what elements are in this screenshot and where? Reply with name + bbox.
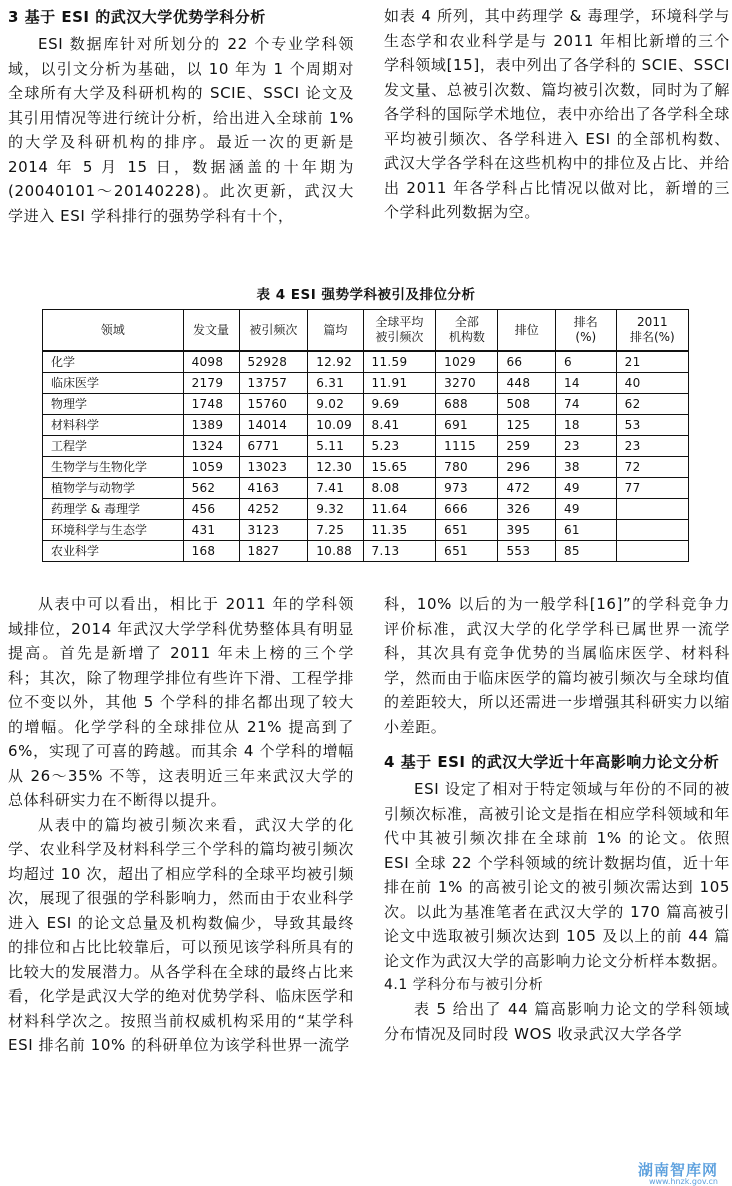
table-cell: 14014 [239,415,308,436]
section-4-heading: 4 基于 ESI 的武汉大学近十年高影响力论文分析 [384,753,720,771]
table-cell-domain: 农业科学 [43,541,184,562]
table-cell: 4252 [239,499,308,520]
table-cell: 13757 [239,373,308,394]
table-cell: 5.11 [308,436,363,457]
table-cell: 77 [616,478,688,499]
table-cell: 11.91 [363,373,436,394]
table-cell: 9.32 [308,499,363,520]
table-cell: 4163 [239,478,308,499]
table-cell: 12.30 [308,457,363,478]
section-3-column [8,4,354,228]
table-header-cell: 全球平均 被引频次 [363,310,436,352]
table-cell: 1115 [436,436,498,457]
table-cell: 7.41 [308,478,363,499]
table-cell [616,541,688,562]
table-cell: 3270 [436,373,498,394]
table-cell: 62 [616,394,688,415]
table-cell: 448 [498,373,555,394]
table-cell-domain: 药理学 & 毒理学 [43,499,184,520]
table-cell: 1748 [183,394,239,415]
table-cell: 1059 [183,457,239,478]
table-cell-domain: 环境科学与生态学 [43,520,184,541]
table-header-cell: 领域 [43,310,184,352]
table-cell: 10.88 [308,541,363,562]
discussion-paragraph-1: 从表中可以看出，相比于 2011 年的学科领域排位，2014 年武汉大学学科优势整体具有明显提高。首先是新增了 2011 年未上榜的三个学科；其次，除了物理学排位有些许下滑、工程学排位不变以外，其他 5 个学科的排名都出现了较大的增幅。化学学科的全球排位从 21% 提高到了 6%，实现了可喜的跨越。而其余 4 个学科的增幅从 26～35% 不等，这表明近三年来武汉大学的总体科研实力在不断得以提升。 [8,595,354,809]
table-cell: 72 [616,457,688,478]
table-row [43,478,689,499]
site-watermark-url: www.hnzk.gov.cn [648,1177,718,1186]
table-cell-domain: 临床医学 [43,373,184,394]
table-cell: 973 [436,478,498,499]
table-cell: 688 [436,394,498,415]
table-cell: 9.02 [308,394,363,415]
table-cell: 553 [498,541,555,562]
table-cell: 53 [616,415,688,436]
table-cell [616,520,688,541]
table-4-caption: 表 4 ESI 强势学科被引及排位分析 [256,287,476,303]
table-cell: 2179 [183,373,239,394]
table-cell: 66 [498,351,555,373]
table-cell: 85 [555,541,616,562]
table-cell: 61 [555,520,616,541]
table-cell: 1389 [183,415,239,436]
table-cell: 52928 [239,351,308,373]
table-cell [616,499,688,520]
section-3-continued-column [384,4,730,225]
section-3-paragraph-2: 如表 4 所列，其中药理学 & 毒理学，环境科学与生态学和农业科学是与 2011 年相比新增的三个学科领域[15]，表中列出了各学科的 SCIE、SSCI 发文量、总被引次数、篇均被引次数，同时为了解各学科的国际学术地位，表中亦给出了各学科全球平均被引频次、各学科进入 ESI 的全部机构数、武汉大学各学科在这些机构中的排位及占比、并给出 2011 年各学科占比情况以做对比，新增的三个学科此列数据为空。 [384,7,730,221]
esi-table [42,309,689,562]
section-4-column [384,592,730,1046]
table-header-cell: 排位 [498,310,555,352]
table-cell: 3123 [239,520,308,541]
table-cell: 6771 [239,436,308,457]
section-4-paragraph-2: 表 5 给出了 44 篇高影响力论文的学科领域分布情况及同时段 WOS 收录武汉大学各学 [384,1000,730,1043]
section-3-paragraph-1: ESI 数据库针对所划分的 22 个专业学科领域，以引文分析为基础，以 10 年为 1 个周期对全球所有大学及科研机构的 SCIE、SSCI 论文及其引用情况等进行统计分析，给出进入全球前 1% 的大学及科研机构的排序。最近一次的更新是 2014 年 5 月 15 日，数据涵盖的十年期为(20040101～20140228)。此次更新，武汉大学进入 ESI 学科排行的强势学科有十个， [8,35,354,225]
table-cell-domain: 生物学与生物化学 [43,457,184,478]
table-row [43,520,689,541]
section-4-1-heading: 4.1 学科分布与被引分析 [384,977,544,993]
table-cell: 7.13 [363,541,436,562]
table-row [43,541,689,562]
table-cell: 651 [436,541,498,562]
table-cell-domain: 物理学 [43,394,184,415]
site-watermark: 湖南智库网 [637,1161,718,1179]
table-cell: 23 [616,436,688,457]
table-cell: 326 [498,499,555,520]
table-cell-domain: 工程学 [43,436,184,457]
table-header-cell: 篇均 [308,310,363,352]
table-cell: 259 [498,436,555,457]
table-cell-domain: 化学 [43,351,184,373]
table-cell: 125 [498,415,555,436]
table-cell: 15760 [239,394,308,415]
table-cell: 11.64 [363,499,436,520]
table-header-cell: 全部 机构数 [436,310,498,352]
section-3-heading: 3 基于 ESI 的武汉大学优势学科分析 [8,8,266,26]
table-row [43,394,689,415]
discussion-paragraph-2: 从表中的篇均被引频次来看，武汉大学的化学、农业科学及材料科学三个学科的篇均被引频次均超过 10 次，超出了相应学科的全球平均被引频次，展现了很强的学科影响力，然而由于农业科学进入 ESI 的论文总量及机构数偏少，导致其最终的排位和占比比较靠后，可以预见该学科所具有的比较大的发展潜力。从各学科在全球的最终占比来看，化学是武汉大学的绝对优势学科、临床医学和材料科学次之。按照当前权威机构采用的“某学科 ESI 排名前 10% 的科研单位为该学科世界一流学 [8,815,354,1054]
table-cell: 9.69 [363,394,436,415]
table-cell: 168 [183,541,239,562]
table-cell: 1324 [183,436,239,457]
table-cell: 651 [436,520,498,541]
table-cell: 780 [436,457,498,478]
table-header-cell: 排名 (%) [555,310,616,352]
table-cell: 472 [498,478,555,499]
table-body [43,351,689,562]
table-4 [42,309,689,562]
discussion-column [8,592,354,1058]
table-cell: 13023 [239,457,308,478]
table-cell: 4098 [183,351,239,373]
table-cell-domain: 材料科学 [43,415,184,436]
table-cell: 23 [555,436,616,457]
table-cell: 508 [498,394,555,415]
discussion-paragraph-3: 科，10% 以后的为一般学科[16]”的学科竞争力评价标准，武汉大学的化学学科已属世界一流学科，其次具有竞争优势的当属临床医学、材料科学，然而由于临床医学的篇均被引频次与全球均值的差距较大，所以还需进一步增强其科研实力以缩小差距。 [384,595,730,736]
table-row [43,415,689,436]
table-cell: 395 [498,520,555,541]
table-cell: 15.65 [363,457,436,478]
table-header-cell: 发文量 [183,310,239,352]
table-row [43,436,689,457]
table-cell: 21 [616,351,688,373]
table-cell-domain: 植物学与动物学 [43,478,184,499]
table-cell: 49 [555,499,616,520]
table-header-cell: 被引频次 [239,310,308,352]
table-cell: 11.59 [363,351,436,373]
table-row [43,351,689,373]
table-cell: 6.31 [308,373,363,394]
table-cell: 10.09 [308,415,363,436]
table-cell: 1827 [239,541,308,562]
table-cell: 456 [183,499,239,520]
table-cell: 5.23 [363,436,436,457]
table-cell: 562 [183,478,239,499]
table-cell: 18 [555,415,616,436]
table-cell: 7.25 [308,520,363,541]
table-cell: 666 [436,499,498,520]
table-cell: 6 [555,351,616,373]
table-header-cell: 2011 排名(%) [616,310,688,352]
table-cell: 74 [555,394,616,415]
table-cell: 38 [555,457,616,478]
table-cell: 40 [616,373,688,394]
table-cell: 296 [498,457,555,478]
table-cell: 691 [436,415,498,436]
table-cell: 1029 [436,351,498,373]
table-row [43,499,689,520]
table-cell: 431 [183,520,239,541]
table-header-row [43,310,689,352]
table-cell: 49 [555,478,616,499]
table-row [43,373,689,394]
table-cell: 8.08 [363,478,436,499]
table-cell: 11.35 [363,520,436,541]
section-4-paragraph-1: ESI 设定了相对于特定领域与年份的不同的被引频次标准，高被引论文是指在相应学科领域和年代中其被引频次排在全球前 1% 的论文。依照 ESI 全球 22 个学科领域的统计数据均值，近十年排在前 1% 的高被引论文的被引频次需达到 105 次。以此为基准笔者在武汉大学的 170 篇高被引论文中选取被引频次达到 105 及以上的前 44 篇论文作为武汉大学的高影响力论文分析样本数据。 [384,780,730,970]
table-cell: 8.41 [363,415,436,436]
table-cell: 14 [555,373,616,394]
table-row [43,457,689,478]
table-cell: 12.92 [308,351,363,373]
